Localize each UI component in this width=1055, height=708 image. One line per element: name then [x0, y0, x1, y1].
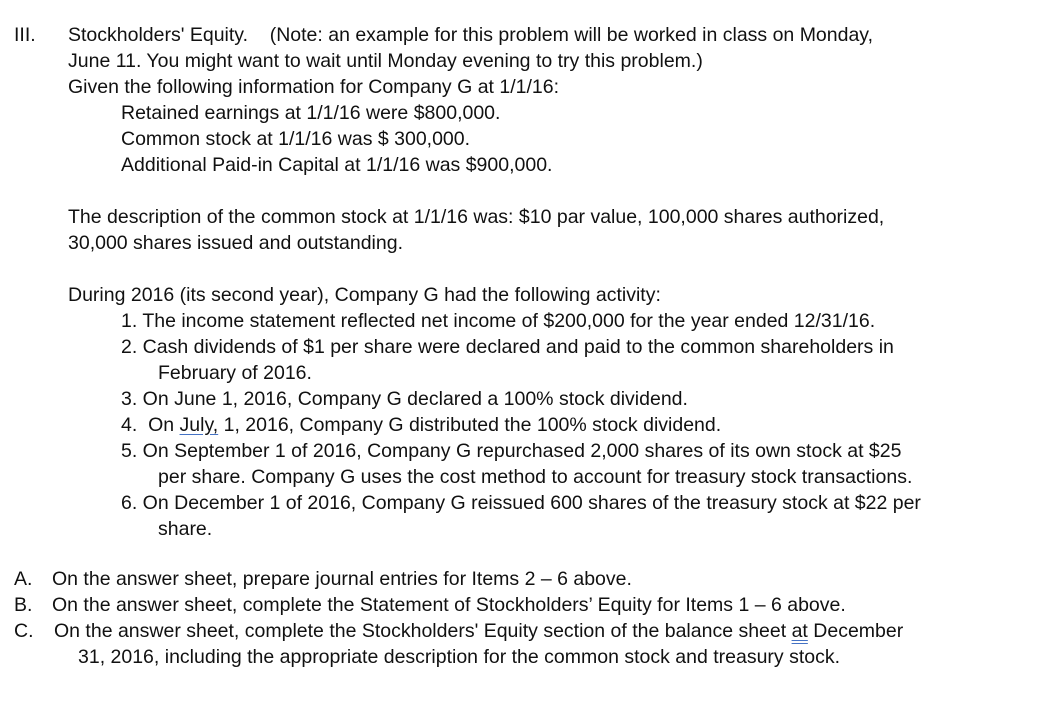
activity-item-6-line1: 6. On December 1 of 2016, Company G reissued 600 shares of the treasury stock at $22 per	[121, 492, 921, 514]
stock-description-line2: 30,000 shares issued and outstanding.	[68, 232, 403, 254]
activity-item-4-post: 1, 2016, Company G distributed the 100% stock dividend.	[218, 414, 722, 436]
question-c-label: C.	[14, 620, 34, 642]
given-common-stock: Common stock at 1/1/16 was $ 300,000.	[121, 128, 471, 150]
section-header-line1: Stockholders' Equity. (Note: an example for this problem will be worked in class on Monday,	[68, 24, 874, 46]
question-a-label: A.	[14, 568, 33, 590]
question-b-text: On the answer sheet, complete the Statement of Stockholders’ Equity for Items 1 – 6 above.	[52, 594, 846, 616]
section-header-line2: June 11. You might want to wait until Monday evening to try this problem.)	[68, 50, 703, 72]
activity-item-4	[121, 412, 721, 438]
question-a-text: On the answer sheet, prepare journal entries for Items 2 – 6 above.	[52, 568, 632, 590]
question-c-line1-post: December	[807, 620, 904, 642]
activity-intro: During 2016 (its second year), Company G had the following activity:	[68, 284, 661, 306]
given-apic: Additional Paid-in Capital at 1/1/16 was $900,000.	[121, 154, 553, 176]
question-b-label: B.	[14, 594, 33, 616]
given-retained-earnings: Retained earnings at 1/1/16 were $800,000.	[121, 102, 501, 124]
question-c-line2: 31, 2016, including the appropriate description for the common stock and treasury stock.	[78, 646, 841, 668]
activity-item-2-line1: 2. Cash dividends of $1 per share were declared and paid to the common shareholders in	[121, 336, 894, 358]
activity-item-4-pre: 4. On	[121, 414, 180, 436]
question-c-line1-pre: On the answer sheet, complete the Stockholders' Equity section of the balance sheet	[54, 620, 792, 642]
section-numeral: III.	[14, 24, 36, 46]
activity-item-5-line2: per share. Company G uses the cost method to account for treasury stock transactions.	[158, 466, 913, 488]
activity-item-1: 1. The income statement reflected net income of $200,000 for the year ended 12/31/16.	[121, 310, 876, 332]
proofing-mark-july: July,	[179, 414, 219, 436]
activity-item-5-line1: 5. On September 1 of 2016, Company G repurchased 2,000 shares of its own stock at $25	[121, 440, 902, 462]
given-intro: Given the following information for Company G at 1/1/16:	[68, 76, 560, 98]
proofing-mark-at: at	[791, 620, 808, 642]
question-c-line1	[54, 618, 903, 644]
activity-item-2-line2: February of 2016.	[158, 362, 312, 384]
stock-description-line1: The description of the common stock at 1/1/16 was: $10 par value, 100,000 shares authorized,	[68, 206, 885, 228]
activity-item-6-line2: share.	[158, 518, 213, 540]
activity-item-3: 3. On June 1, 2016, Company G declared a 100% stock dividend.	[121, 388, 688, 410]
